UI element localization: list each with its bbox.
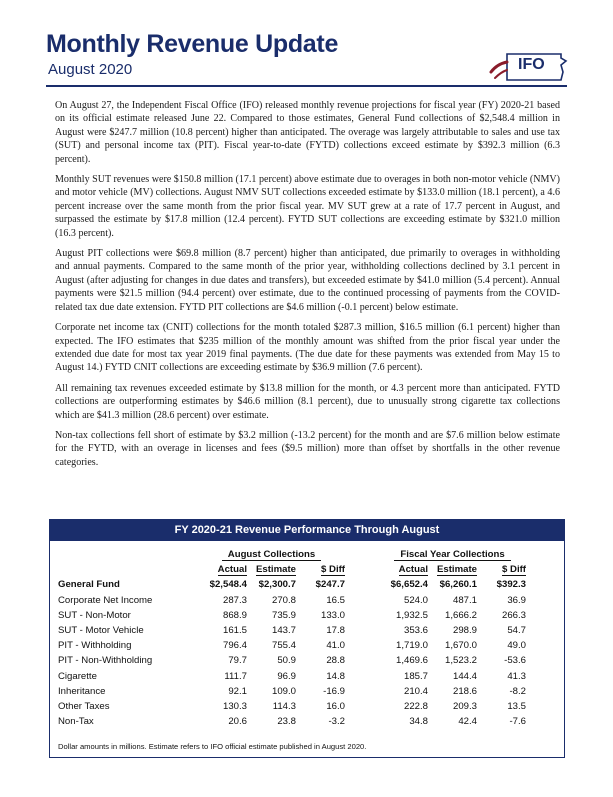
table-cell: 143.7 [271, 625, 296, 637]
table-cell: 130.3 [222, 700, 247, 712]
paragraph-other-taxes: All remaining tax revenues exceeded estimate by $13.8 million for the month, or 4.3 percent more than anticipated. FYTD collections are outperforming estimates by $46.6 million (8.1 percent), due to unusually strong cigarette tax collections which are $41.3 million (28.6 percent) over estimate. [55, 382, 560, 421]
table-cell: 266.3 [501, 609, 526, 621]
table-cell: 16.0 [326, 700, 345, 712]
table-cell: 1,469.6 [395, 655, 428, 667]
table-cell: 222.8 [403, 700, 428, 712]
table-cell: $6,260.1 [439, 579, 477, 591]
table-cell: 28.8 [326, 655, 345, 667]
table-cell: 23.8 [277, 716, 296, 728]
table-cell: 1,666.2 [444, 609, 477, 621]
table-cell: 796.4 [222, 640, 247, 652]
table-cell: 50.9 [277, 655, 296, 667]
table-cell: 20.6 [228, 716, 247, 728]
paragraph-cnit: Corporate net income tax (CNIT) collections for the month totaled $287.3 million, $16.5 million (6.1 percent) higher than expected. The IFO estimates that $235 million of the monthly amount was shifted from the prior fiscal year under the extended due date for most tax year 2019 final payments. (The due date for these payments was extended from May 15 to August 14.) FYTD CNIT collections are exceeding estimate by $36.9 million (7.6 percent). [55, 322, 560, 374]
row-label: Non-Tax [58, 716, 94, 728]
table-cell: 13.5 [507, 700, 526, 712]
column-header: $ Diff [502, 564, 526, 576]
table-cell: -7.6 [509, 716, 526, 728]
row-label: SUT - Non-Motor [58, 609, 131, 621]
table-cell: 114.3 [272, 700, 296, 712]
row-label: Cigarette [58, 670, 97, 682]
column-header: Actual [217, 564, 247, 576]
table-cell: 487.1 [452, 594, 477, 606]
table-cell: 14.8 [326, 670, 345, 682]
table-cell: 210.4 [403, 685, 428, 697]
article-body [55, 99, 560, 476]
logo-text: IFO [518, 56, 545, 73]
paragraph-non-tax: Non-tax collections fell short of estimate by $3.2 million (-13.2 percent) for the month and are $7.6 million below estimate for the FYTD, with an overage in licenses and fees ($9.5 million) more than offset by shortfalls in the other revenue categories. [55, 429, 560, 468]
table-cell: 41.3 [507, 670, 526, 682]
table-cell: $247.7 [315, 579, 345, 591]
table-cell: 144.4 [452, 670, 477, 682]
table-cell: 735.9 [271, 609, 296, 621]
table-cell: 16.5 [326, 594, 345, 606]
table-row [54, 684, 526, 699]
table-cell: 49.0 [507, 640, 526, 652]
paragraph-sut: Monthly SUT revenues were $150.8 million (17.1 percent) above estimate due to overages in both non-motor vehicle (NMV) and motor vehicle (MV) collections. August NMV SUT collections exceeded estimate by $133.0 million (18.1 percent), a 4.6 percent increase over the same month from the prior fiscal year. MV SUT grew at a rate of 17.7 percent in August, and surpassed the estimate by $17.8 million (12.4 percent). FYTD SUT collections are exceeding estimate by $321.0 million (16.3 percent). [55, 174, 560, 239]
table-row [54, 669, 526, 684]
table-cell: -16.9 [323, 685, 345, 697]
table-cell: -8.2 [509, 685, 526, 697]
table-footnote: Dollar amounts in millions. Estimate refers to IFO official estimate published in August 2020. [58, 742, 367, 751]
table-cell: 161.5 [222, 625, 247, 637]
row-label: Corporate Net Income [58, 594, 153, 606]
table-cell: 1,523.2 [444, 655, 477, 667]
table-row [54, 638, 526, 653]
table-row [54, 608, 526, 623]
table-cell: 1,932.5 [395, 609, 428, 621]
table-cell: 54.7 [507, 625, 526, 637]
table-group-header-row [54, 547, 526, 562]
row-label: PIT - Withholding [58, 640, 132, 652]
table-cell: 755.4 [271, 640, 296, 652]
table-cell: $2,300.7 [258, 579, 296, 591]
row-label: General Fund [58, 579, 120, 591]
table-cell: 209.3 [452, 700, 477, 712]
table-cell: 79.7 [228, 655, 247, 667]
table-cell: 109.0 [271, 685, 296, 697]
table-cell: 218.6 [452, 685, 477, 697]
table-row [54, 577, 526, 592]
table-cell: -53.6 [504, 655, 526, 667]
table-cell: 42.4 [458, 716, 477, 728]
table-row [54, 653, 526, 668]
table-row [54, 699, 526, 714]
column-header: Estimate [437, 564, 477, 576]
table-cell: 133.0 [320, 609, 345, 621]
table-cell: $392.3 [496, 579, 526, 591]
table-cell: 353.6 [403, 625, 428, 637]
table-cell: 41.0 [326, 640, 345, 652]
column-header: $ Diff [321, 564, 345, 576]
logo-accent-swoosh-2 [495, 70, 507, 78]
table-cell: 524.0 [403, 594, 428, 606]
table-cell: 36.9 [507, 594, 526, 606]
column-header: Estimate [256, 564, 296, 576]
row-label: Inheritance [58, 685, 106, 697]
column-header: Actual [398, 564, 428, 576]
table-cell: 1,719.0 [395, 640, 428, 652]
table-cell: $2,548.4 [209, 579, 247, 591]
revenue-table-panel [49, 519, 565, 758]
table-cell: 34.8 [409, 716, 428, 728]
revenue-table [54, 547, 526, 729]
table-cell: $6,652.4 [390, 579, 428, 591]
table-cell: 96.9 [277, 670, 296, 682]
paragraph-overview: On August 27, the Independent Fiscal Office (IFO) released monthly revenue projections for fiscal year (FY) 2020-21 based on its official estimate released June 22. Compared to those estimates, General Fund collections of $2,548.4 million in August were $247.7 million (10.8 percent) higher than anticipated. The overage was largely attributable to sales and use tax (SUT) and personal income tax (PIT). Fiscal year-to-date (FYTD) collections exceed estimate by $392.3 million (6.3 percent). [55, 100, 560, 165]
row-label: Other Taxes [58, 700, 110, 712]
table-row [54, 593, 526, 608]
table-cell: -3.2 [328, 716, 345, 728]
table-cell: 1,670.0 [444, 640, 477, 652]
table-cell: 287.3 [222, 594, 247, 606]
group-header-fiscal-year: Fiscal Year Collections [379, 547, 526, 562]
group-header-august: August Collections [198, 547, 345, 562]
table-cell: 17.8 [326, 625, 345, 637]
row-label: PIT - Non-Withholding [58, 655, 153, 667]
table-row [54, 714, 526, 729]
paragraph-pit: August PIT collections were $69.8 million (8.7 percent) higher than anticipated, due primarily to overages in withholding and annual payments. Compared to the same month of the prior year, withholding collections declined by 3.1 percent in August (after adjusting for changes in due dates and transfers), but exceeded estimate by $41.0 million (5.4 percent). Annual payments were $21.5 million (94.4 percent) over estimate, due to the continued processing of payments from the COVID-related tax due date extension. FYTD PIT collections are $4.6 million (-0.1 percent) below estimate. [55, 248, 560, 313]
table-cell: 111.7 [224, 670, 247, 682]
table-body [54, 577, 526, 729]
header-divider [46, 85, 567, 87]
table-cell: 270.8 [271, 594, 296, 606]
table-cell: 298.9 [452, 625, 477, 637]
table-row [54, 623, 526, 638]
table-cell: 868.9 [222, 609, 247, 621]
table-column-header-row [54, 562, 526, 577]
table-title: FY 2020-21 Revenue Performance Through August [50, 520, 564, 541]
page-title: Monthly Revenue Update [46, 30, 339, 58]
page-subtitle: August 2020 [48, 61, 133, 78]
row-label: SUT - Motor Vehicle [58, 625, 144, 637]
table-cell: 185.7 [403, 670, 428, 682]
table-cell: 92.1 [228, 685, 247, 697]
